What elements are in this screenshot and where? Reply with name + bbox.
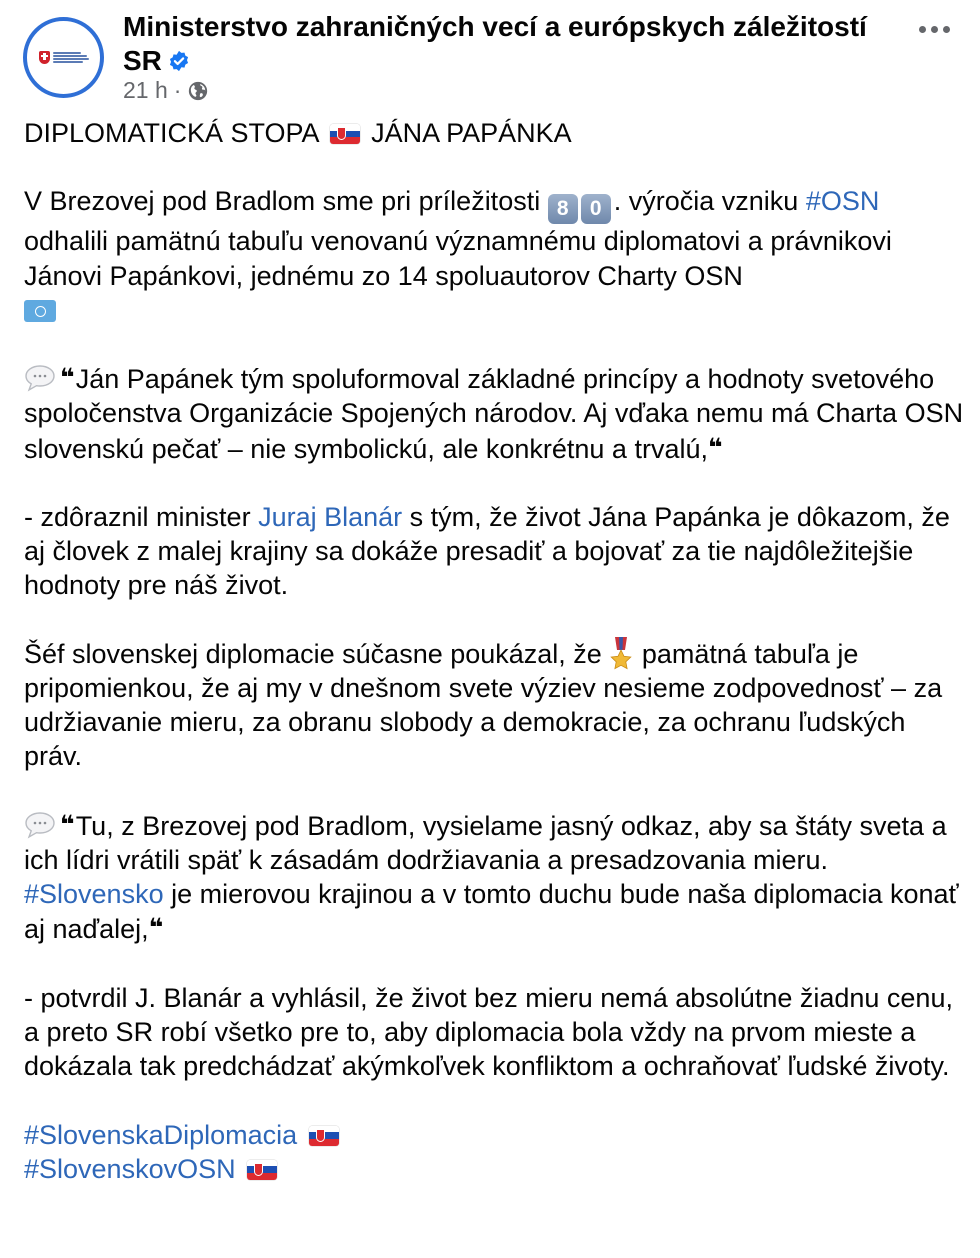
post-text [24, 116, 964, 1186]
hashtag-list [24, 1118, 964, 1186]
quote-open-icon: ❝ [60, 364, 73, 393]
speech-bubble-icon [24, 811, 56, 839]
post-title: DIPLOMATICKÁ STOPA JÁNA PAPÁNKA [24, 118, 572, 148]
mention-juraj-blanar[interactable]: Juraj Blanár [258, 501, 403, 532]
post-header [0, 0, 980, 110]
verified-badge-icon [168, 50, 190, 72]
slovakia-flag-icon [309, 1126, 339, 1146]
united-nations-flag-icon [24, 300, 56, 322]
paragraph-1: V Brezovej pod Bradlom sme pri príležitosti 8 0 . výročia vzniku #OSN odhalili pamätnú tabuľu venovanú významnému diplomatovi a právnikovi Jánovi Papánkovi, jednému zo 14 spoluautorov Charty OSN [24, 184, 964, 327]
military-medal-icon [608, 637, 634, 671]
globe-icon[interactable] [187, 80, 209, 102]
timestamp[interactable]: 21 h [123, 77, 168, 103]
speech-bubble-icon [24, 364, 56, 392]
dot-icon [919, 26, 926, 33]
dot-icon [943, 26, 950, 33]
paragraph-2-quote: ❝ Ján Papánek tým spoluformoval základné princípy a hodnoty svetového spoločenstva Organizácie Spojených národov. Aj vďaka nemu má Charta OSN slovenskú pečať – nie symbolickú, ale konkrétnu a trvalú,❝ [24, 361, 964, 466]
hashtag-slovenska-diplomacia[interactable]: #SlovenskaDiplomacia [24, 1119, 298, 1150]
slovakia-flag-icon [247, 1160, 277, 1180]
quote-open-icon: ❝ [60, 810, 73, 839]
ministry-logo [39, 51, 89, 64]
dot-icon [931, 26, 938, 33]
page-name-link[interactable] [123, 10, 903, 78]
keycap-8-icon: 8 [548, 194, 578, 224]
coat-of-arms-icon [39, 51, 50, 64]
paragraph-6: - potvrdil J. Blanár a vyhlásil, že život bez mieru nemá absolútne žiadnu cenu, a preto SR robí všetko pre to, aby diplomacia bola vždy na prvom mieste a dokázala tak predchádzať akýmkoľvek konfliktom a ochraňovať ľudské životy. [24, 982, 953, 1082]
post-meta [123, 77, 209, 104]
hashtag-slovensko-v-osn[interactable]: #SlovenskovOSN [24, 1153, 236, 1184]
hashtag-row [24, 1152, 964, 1186]
meta-separator: · [173, 77, 182, 103]
hashtag-row [24, 1118, 964, 1152]
quote-close-icon: ❝ [707, 433, 721, 462]
keycap-0-icon: 0 [581, 194, 611, 224]
paragraph-4: Šéf slovenskej diplomacie súčasne poukázal, že pamätná tabuľa je pripomienkou, že aj my v dnešnom svete výziev nesieme zodpovednosť – za udržiavanie mieru, za obranu slobody a demokracie, za ochranu ľudských práv. [24, 638, 943, 772]
hashtag-slovensko[interactable]: #Slovensko [24, 879, 164, 910]
page-name: Ministerstvo zahraničných vecí a európskych záležitostí SR [123, 11, 867, 76]
slovakia-flag-icon [330, 124, 360, 144]
hashtag-osn[interactable]: #OSN [805, 186, 880, 217]
paragraph-5-quote: ❝ Tu, z Brezovej pod Bradlom, vysielame jasný odkaz, aby sa štáty sveta a ich lídri vrátili späť k zásadám dodržiavania a presadzovania mieru. #Slovensko je mierovou krajinou a v tomto duchu bude naša diplomacia konať aj naďalej,❝ [24, 808, 964, 947]
quote-close-icon: ❝ [148, 914, 162, 943]
paragraph-3: - zdôraznil minister Juraj Blanár s tým, že život Jána Papánka je dôkazom, že aj človek z malej krajiny sa dokáže presadiť a bojovať za tie najdôležitejšie hodnoty pre náš život. [24, 501, 950, 601]
page-avatar[interactable] [23, 17, 104, 98]
more-options-button[interactable] [919, 26, 950, 33]
